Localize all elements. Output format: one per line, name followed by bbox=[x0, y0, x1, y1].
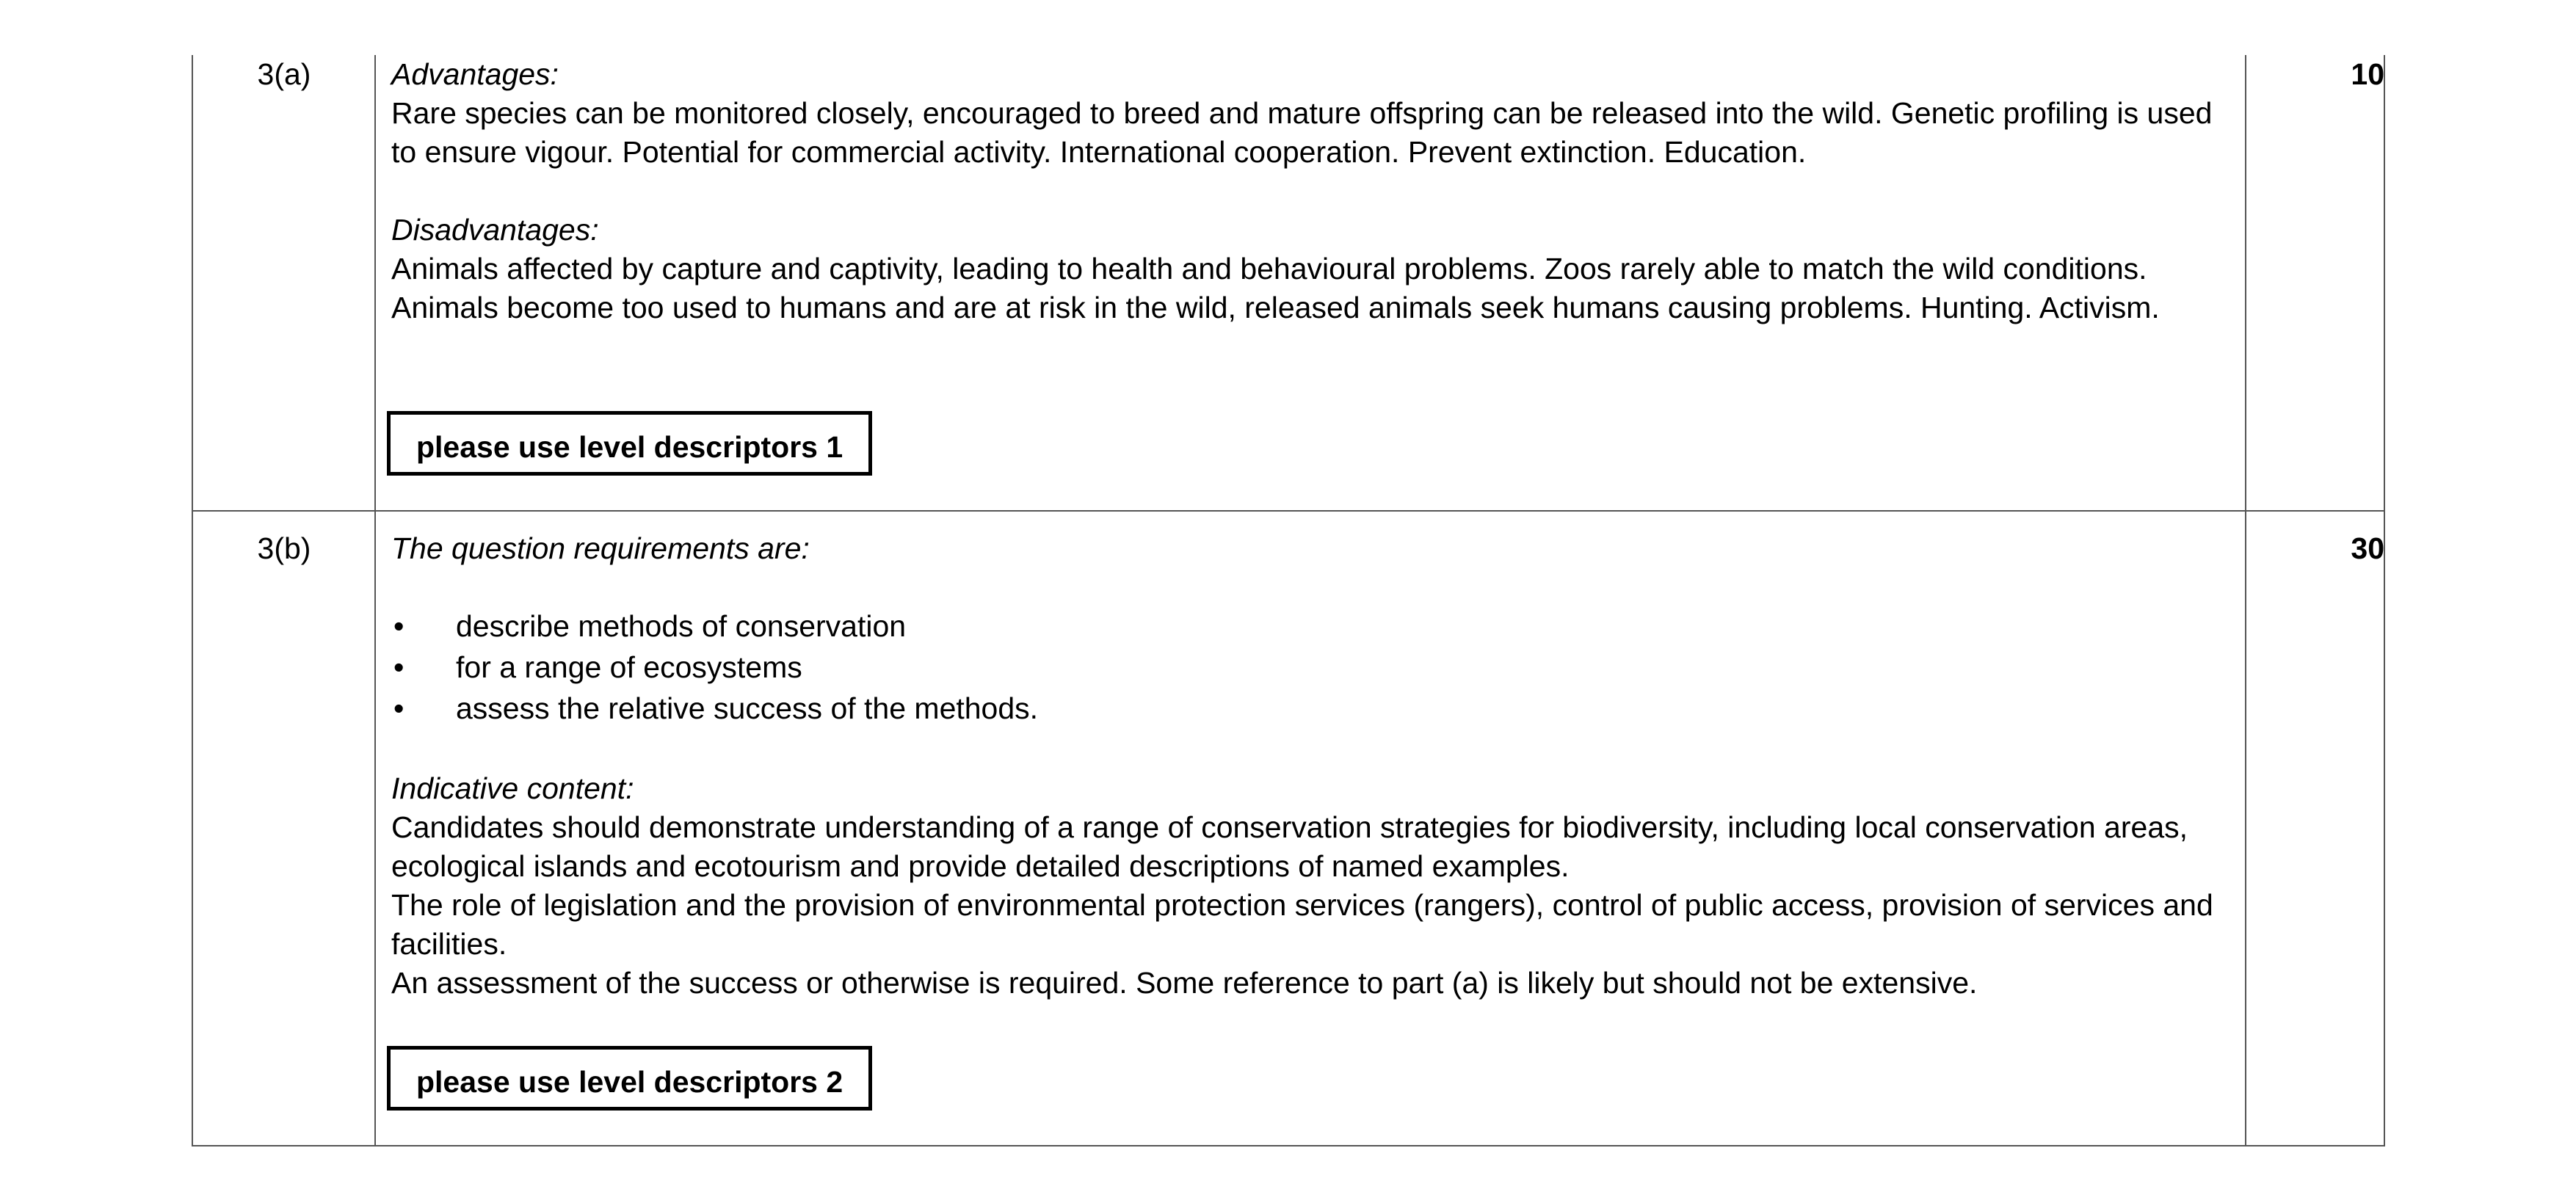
disadvantages-text: Animals affected by capture and captivity, leading to health and behavioural problems. Zoos rarely able to match the wild conditions. Animals become too used to humans and are at risk in the wild, released animals seek humans causing problems. Hunting. Activism. bbox=[391, 252, 2160, 324]
list-item bbox=[391, 607, 2241, 648]
table-row-divider bbox=[192, 510, 2385, 512]
requirements-list bbox=[391, 607, 2241, 730]
disadvantages-heading: Disadvantages: bbox=[391, 213, 599, 247]
table-left-border bbox=[192, 55, 193, 1146]
list-item bbox=[391, 689, 2241, 730]
table-number-column-divider bbox=[374, 55, 376, 1146]
answer-cell bbox=[391, 55, 2241, 327]
table-right-border bbox=[2384, 55, 2385, 1146]
bullet-icon: • bbox=[393, 650, 404, 684]
indicative-paragraph: An assessment of the success or otherwise is required. Some reference to part (a) is likely but should not be extensive. bbox=[391, 966, 1978, 1000]
bullet-icon: • bbox=[393, 691, 404, 725]
indicative-paragraph: Candidates should demonstrate understanding of a range of conservation strategies for biodiversity, including local conservation areas, ecological islands and ecotourism and provide detailed descriptions of named examples. bbox=[391, 810, 2188, 883]
indicative-paragraph: The role of legislation and the provision of environmental protection services (rangers), control of public access, provision of services and facilities. bbox=[391, 888, 2213, 961]
question-marks: 30 bbox=[2351, 531, 2384, 565]
table-bottom-border bbox=[192, 1145, 2385, 1146]
question-number: 3(a) bbox=[257, 57, 311, 91]
bullet-icon: • bbox=[393, 609, 404, 643]
level-descriptors-box: please use level descriptors 2 bbox=[387, 1046, 872, 1111]
question-marks: 10 bbox=[2351, 57, 2384, 91]
question-number: 3(b) bbox=[257, 531, 311, 565]
table-marks-column-divider bbox=[2245, 55, 2246, 1146]
level-descriptors-box: please use level descriptors 1 bbox=[387, 411, 872, 476]
advantages-heading: Advantages: bbox=[391, 57, 559, 91]
answer-cell bbox=[391, 529, 2241, 1003]
requirements-heading: The question requirements are: bbox=[391, 531, 810, 565]
advantages-text: Rare species can be monitored closely, encouraged to breed and mature offspring can be released into the wild. Genetic profiling is used to ensure vigour. Potential for commercial activity. International cooperation. Prevent extinction. Education. bbox=[391, 96, 2213, 169]
list-item bbox=[391, 648, 2241, 689]
list-item-text: assess the relative success of the methods. bbox=[456, 691, 1039, 725]
list-item-text: for a range of ecosystems bbox=[456, 650, 802, 684]
indicative-heading: Indicative content: bbox=[391, 771, 634, 805]
list-item-text: describe methods of conservation bbox=[456, 609, 907, 643]
